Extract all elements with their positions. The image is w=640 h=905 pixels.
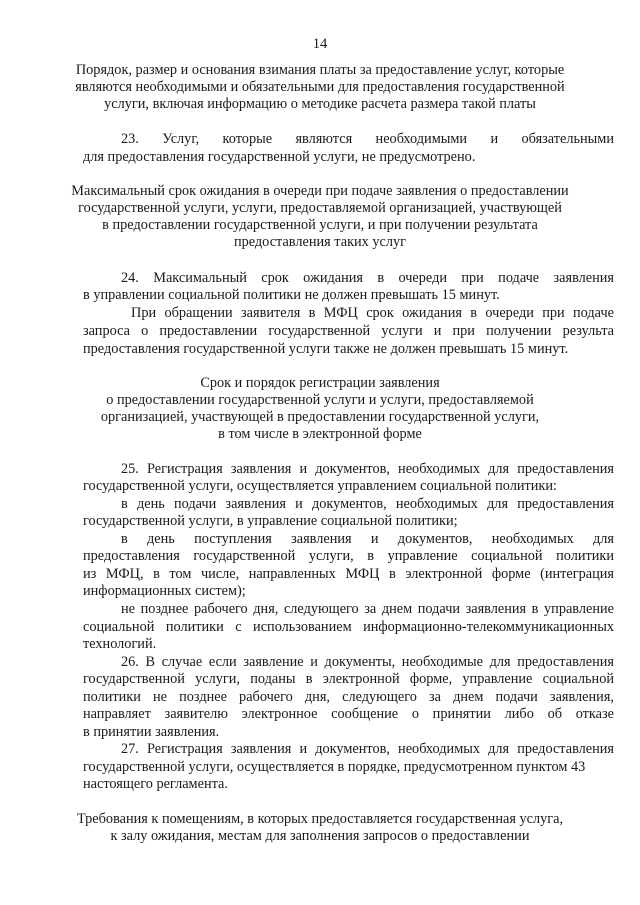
paragraph-27-line-3: настоящего регламента. xyxy=(83,776,228,792)
paragraph-26-line-4: направляет заявителю электронное сообщение о принятии либо об отказе xyxy=(83,706,614,722)
paragraph-25b-line-2: предоставления государственной услуги, в управление социальной политики xyxy=(83,548,614,564)
paragraph-25c-line-3: технологий. xyxy=(83,636,157,652)
paragraph-25a-line-1: в день подачи заявления и документов, необходимых для предоставления xyxy=(121,496,614,512)
paragraph-25b-line-3: из МФЦ, в том числе, направленных МФЦ в электронной форме (интеграция xyxy=(83,566,614,582)
paragraph-25a-line-2: государственной услуги, в управление социальной политики; xyxy=(83,513,458,529)
heading-wait-line-3: в предоставлении государственной услуги, и при получении результата xyxy=(102,217,538,233)
paragraph-23-line-1: 23. Услуг, которые являются необходимыми и обязательными xyxy=(121,131,614,147)
paragraph-24-line-2: в управлении социальной политики не должен превышать 15 минут. xyxy=(83,287,500,303)
heading-registration-line-2: о предоставлении государственной услуги и услуги, предоставляемой xyxy=(106,392,534,408)
heading-wait-line-4: предоставления таких услуг xyxy=(233,234,407,250)
paragraph-24-line-1: 24. Максимальный срок ожидания в очереди при подаче заявления xyxy=(121,270,614,286)
page-number: 14 xyxy=(312,36,328,52)
heading-premises-line-1: Требования к помещениям, в которых предоставляется государственная услуга, xyxy=(76,811,564,827)
paragraph-25b-line-1: в день поступления заявления и документов, необходимых для xyxy=(121,531,614,547)
paragraph-27-line-1: 27. Регистрация заявления и документов, необходимых для предоставления xyxy=(121,741,614,757)
heading-registration-line-3: организацией, участвующей в предоставлении государственной услуги, xyxy=(100,409,540,425)
paragraph-26-line-5: в принятии заявления. xyxy=(83,724,220,740)
paragraph-25-line-1: 25. Регистрация заявления и документов, необходимых для предоставления xyxy=(121,461,614,477)
heading-fee-line-1: Порядок, размер и основания взимания платы за предоставление услуг, которые xyxy=(75,62,565,78)
paragraph-26-line-1: 26. В случае если заявление и документы, необходимые для предоставления xyxy=(121,654,614,670)
paragraph-26-line-3: политики не позднее рабочего дня, следующего за днем подачи заявления, xyxy=(83,689,614,705)
paragraph-26-line-2: государственной услуги, поданы в электронной форме, управление социальной xyxy=(83,671,614,687)
heading-registration-line-1: Срок и порядок регистрации заявления xyxy=(200,375,440,391)
paragraph-25c-line-1: не позднее рабочего дня, следующего за днем подачи заявления в управление xyxy=(121,601,614,617)
heading-fee-line-2: являются необходимыми и обязательными для предоставления государственной xyxy=(75,79,565,95)
paragraph-24b-line-3: предоставления государственной услуги также не должен превышать 15 минут. xyxy=(83,341,569,357)
heading-wait-line-1: Максимальный срок ожидания в очереди при подаче заявления о предоставлении xyxy=(71,183,569,199)
heading-premises-line-2: к залу ожидания, местам для заполнения запросов о предоставлении xyxy=(110,828,530,844)
heading-wait-line-2: государственной услуги, услуги, предоставляемой организацией, участвующей xyxy=(78,200,562,216)
paragraph-23-line-2: для предоставления государственной услуги, не предусмотрено. xyxy=(83,149,476,165)
paragraph-25c-line-2: социальной политики с использованием информационно-телекоммуникационных xyxy=(83,619,614,635)
paragraph-25b-line-4: информационных систем); xyxy=(83,583,246,599)
paragraph-24b-line-2: запроса о предоставлении государственной услуги и при получении результа xyxy=(83,323,614,339)
paragraph-27-line-2: государственной услуги, осуществляется в порядке, предусмотренном пунктом 43 xyxy=(83,759,586,775)
paragraph-24b-line-1: При обращении заявителя в МФЦ срок ожидания в очереди при подаче xyxy=(131,305,614,321)
heading-registration-line-4: в том числе в электронной форме xyxy=(218,426,422,442)
paragraph-25-line-2: государственной услуги, осуществляется управлением социальной политики: xyxy=(83,478,557,494)
heading-fee-line-3: услуги, включая информацию о методике расчета размера такой платы xyxy=(104,96,536,112)
